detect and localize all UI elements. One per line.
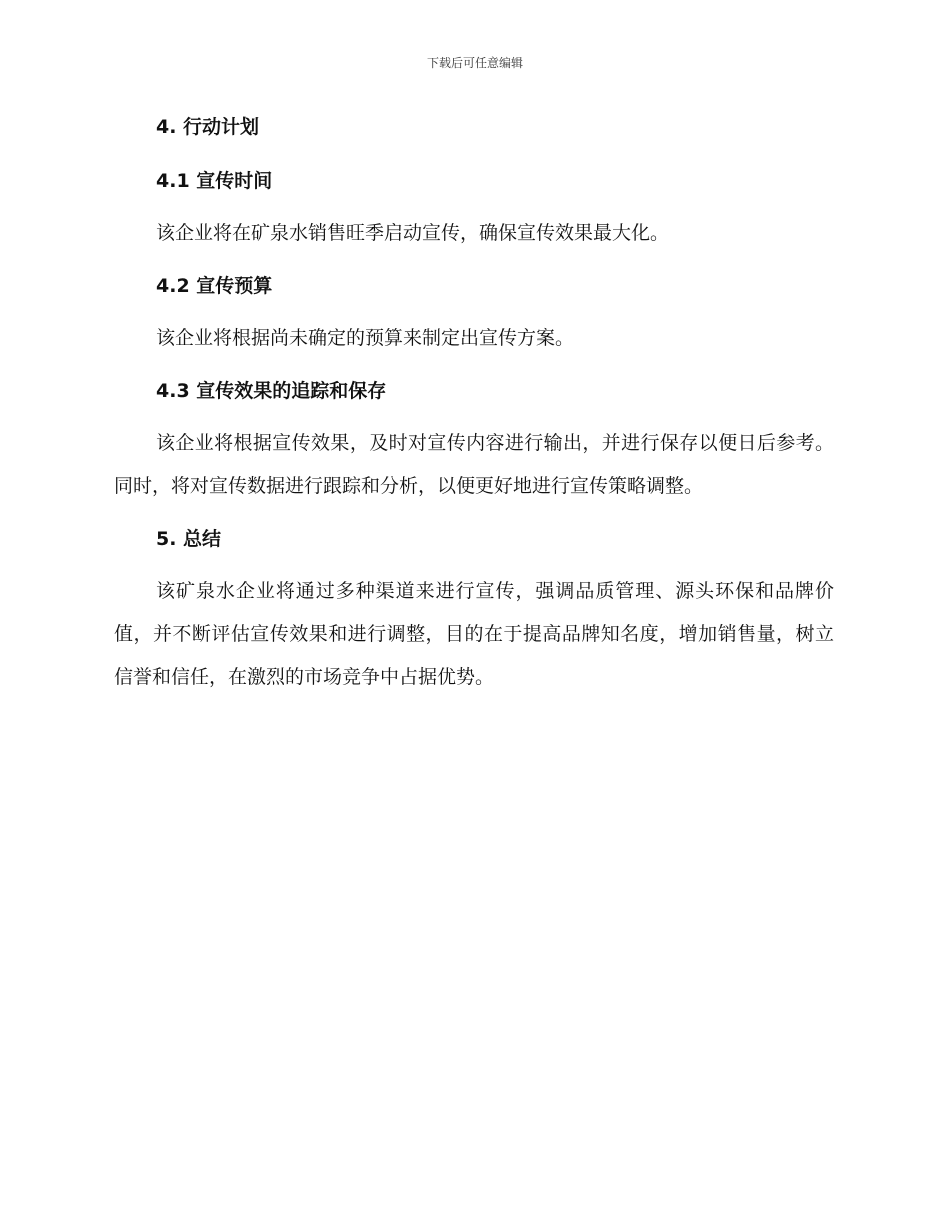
- section-4-2-paragraph: 该企业将根据尚未确定的预算来制定出宣传方案。: [156, 327, 575, 349]
- section-5-heading: 5. 总结: [156, 528, 222, 550]
- section-4-1-paragraph: 该企业将在矿泉水销售旺季启动宣传，确保宣传效果最大化。: [156, 222, 670, 244]
- section-5-paragraph: 该矿泉水企业将通过多种渠道来进行宣传，强调品质管理、源头环保和品牌价值，并不断评估宣传效果和进行调整，目的在于提高品牌知名度，增加销售量，树立信誉和信任，在激烈的市场竞争中占据优势。: [114, 580, 834, 688]
- section-4-2-heading: 4.2 宣传预算: [156, 275, 273, 297]
- document-body: [114, 110, 834, 699]
- section-4-heading: 4. 行动计划: [156, 116, 260, 138]
- section-4-3-heading: 4.3 宣传效果的追踪和保存: [156, 380, 387, 402]
- section-4-1-heading: 4.1 宣传时间: [156, 170, 273, 192]
- header-note: 下载后可任意编辑: [426, 56, 523, 70]
- section-4-3-paragraph: 该企业将根据宣传效果，及时对宣传内容进行输出，并进行保存以便日后参考。同时，将对宣传数据进行跟踪和分析，以便更好地进行宣传策略调整。: [114, 432, 834, 497]
